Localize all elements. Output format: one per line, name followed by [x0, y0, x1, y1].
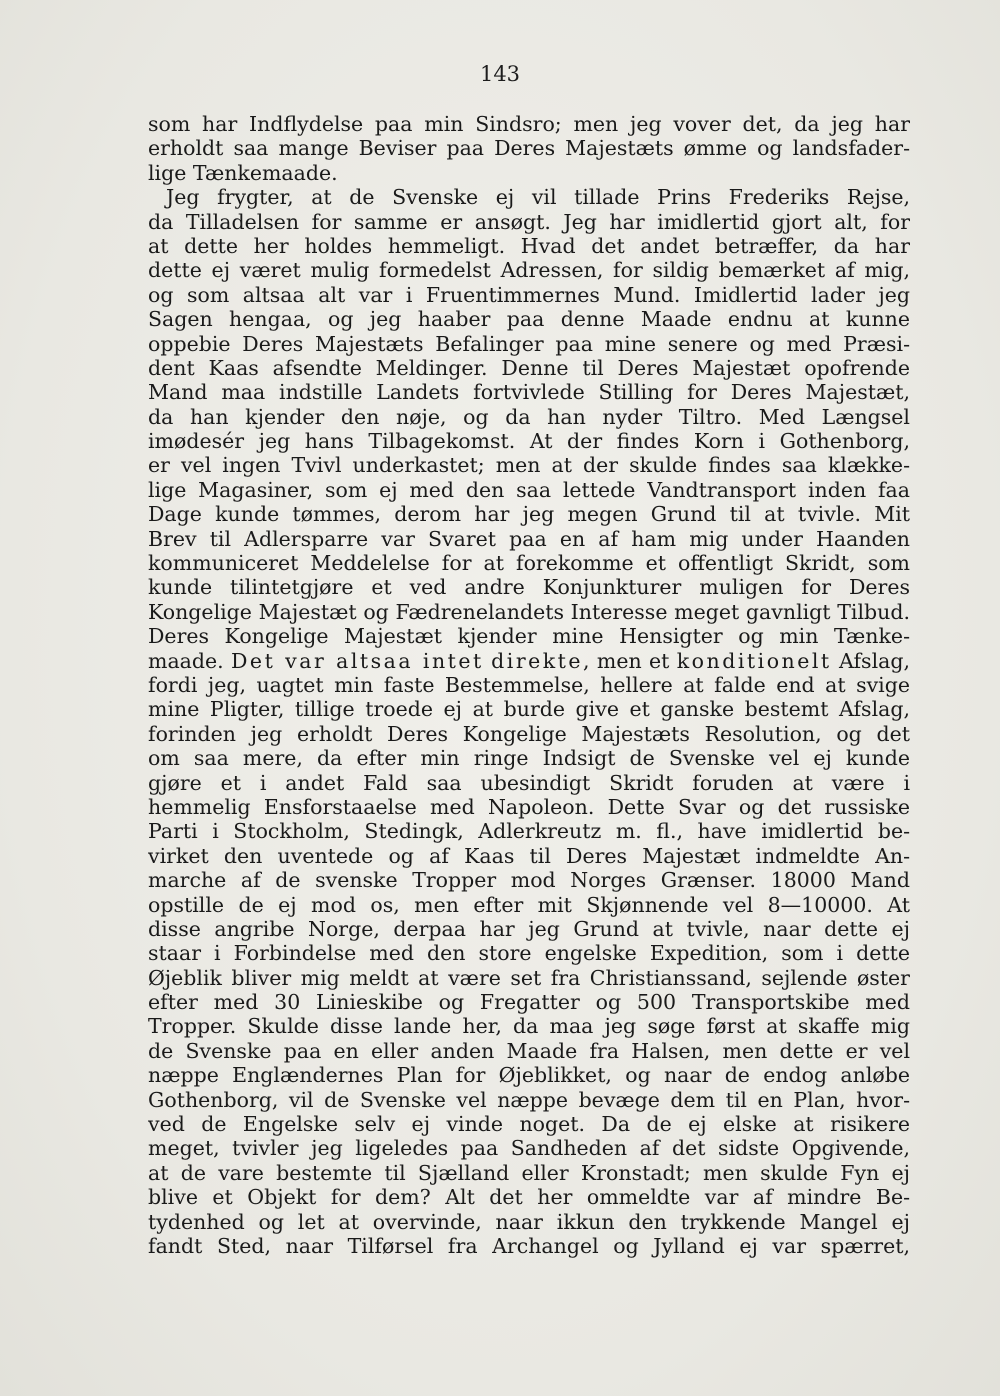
text-line: Tropper. Skulde disse lande her, da maa jeg søge først at skaffe mig — [148, 1014, 910, 1039]
text-line: kommuniceret Meddelelse for at forekomme et offentligt Skridt, som — [148, 551, 910, 576]
text-line: da Tilladelsen for samme er ansøgt. Jeg har imidlertid gjort alt, for — [148, 209, 910, 234]
spaced-emphasis: direkte — [491, 648, 584, 673]
text-line: disse angribe Norge, derpaa har jeg Grund at tvivle, naar dette ej — [148, 916, 910, 941]
text-line: kunde tilintetgjøre et ved andre Konjunkturer muligen for Deres — [148, 575, 910, 600]
text-line: meget, tvivler jeg ligeledes paa Sandheden af det sidste Opgivende, — [148, 1136, 910, 1161]
text-line: imødesér jeg hans Tilbagekomst. At der findes Korn i Gothenborg, — [148, 429, 910, 454]
text-line: næppe Englændernes Plan for Øjeblikket, og naar de endog anløbe — [148, 1063, 910, 1088]
body-text — [148, 112, 910, 1258]
text-line: Jeg frygter, at de Svenske ej vil tillade Prins Frederiks Rejse, — [166, 185, 910, 210]
text-line: da han kjender den nøje, og da han nyder Tiltro. Med Længsel — [148, 404, 910, 429]
spaced-emphasis: Det var altsaa intet — [231, 648, 484, 673]
text-line: lige Magasiner, som ej med den saa lettede Vandtransport inden faa — [148, 477, 910, 502]
text-line: mine Pligter, tillige troede ej at burde give et ganske bestemt Afslag, — [148, 697, 910, 722]
text-line: marche af de svenske Tropper mod Norges Grænser. 18000 Mand — [148, 868, 910, 893]
text-line: hemmelig Ensforstaaelse med Napoleon. Dette Svar og det russiske — [148, 794, 910, 819]
text-run: , men et — [583, 648, 677, 673]
text-line: Dage kunde tømmes, derom har jeg megen Grund til at tvivle. Mit — [148, 502, 910, 527]
text-line: virket den uventede og af Kaas til Deres Majestæt indmeldte An- — [148, 843, 910, 868]
text-line: Øjeblik bliver mig meldt at være set fra Christianssand, sejlende øster — [148, 965, 910, 990]
text-line: de Svenske paa en eller anden Maade fra Halsen, men dette er vel — [148, 1038, 910, 1063]
text-line: at dette her holdes hemmeligt. Hvad det andet betræffer, da har — [148, 233, 910, 258]
text-line: og som altsaa alt var i Fruentimmernes Mund. Imidlertid lader jeg — [148, 282, 910, 307]
text-run: maade. — [148, 648, 231, 673]
text-line: Mand maa indstille Landets fortvivlede Stilling for Deres Majestæt, — [148, 380, 910, 405]
text-line: som har Indflydelse paa min Sindsro; men jeg vover det, da jeg har — [148, 112, 910, 136]
text-line: Parti i Stockholm, Stedingk, Adlerkreutz m. fl., have imidlertid be- — [148, 819, 910, 844]
text-line: Brev til Adlersparre var Svaret paa en af ham mig under Haanden — [148, 526, 910, 551]
page-number: 143 — [479, 62, 521, 86]
text-line: tydenhed og let at overvinde, naar ikkun den trykkende Mangel ej — [148, 1209, 910, 1234]
text-line: staar i Forbindelse med den store engelske Expedition, som i dette — [148, 941, 910, 966]
text-line: efter med 30 Linieskibe og Fregatter og 500 Transportskibe med — [148, 990, 910, 1015]
text-line: dent Kaas afsendte Meldinger. Denne til Deres Majestæt opofrende — [148, 355, 910, 380]
text-line — [148, 649, 910, 673]
text-line: er vel ingen Tvivl underkastet; men at der skulde findes saa klække- — [148, 453, 910, 478]
text-line: at de vare bestemte til Sjælland eller Kronstadt; men skulde Fyn ej — [148, 1160, 910, 1185]
text-line: ved de Engelske selv ej vinde noget. Da de ej elske at risikere — [148, 1112, 910, 1137]
text-line: om saa mere, da efter min ringe Indsigt de Svenske vel ej kunde — [148, 746, 910, 771]
text-line: fandt Sted, naar Tilførsel fra Archangel og Jylland ej var spærret, — [148, 1233, 910, 1258]
text-line: Gothenborg, vil de Svenske vel næppe bevæge dem til en Plan, hvor- — [148, 1087, 910, 1112]
text-line: opstille de ej mod os, men efter mit Skjønnende vel 8—10000. At — [148, 892, 910, 917]
text-line: forinden jeg erholdt Deres Kongelige Majestæts Resolution, og det — [148, 721, 910, 746]
text-line: gjøre et i andet Fald saa ubesindigt Skridt foruden at være i — [148, 770, 910, 795]
text-line: erholdt saa mange Beviser paa Deres Majestæts ømme og landsfader- — [148, 136, 910, 161]
text-line: blive et Objekt for dem? Alt det her ommeldte var af mindre Be- — [148, 1185, 910, 1210]
spaced-emphasis: konditionelt — [676, 648, 832, 673]
text-line: Sagen hengaa, og jeg haaber paa denne Maade endnu at kunne — [148, 307, 910, 332]
text-line: Kongelige Majestæt og Fædrenelandets Interesse meget gavnligt Tilbud. — [148, 599, 910, 624]
text-line: Deres Kongelige Majestæt kjender mine Hensigter og min Tænke- — [148, 624, 910, 649]
text-line: fordi jeg, uagtet min faste Bestemmelse, hellere at falde end at svige — [148, 672, 910, 697]
text-line: oppebie Deres Majestæts Befalinger paa mine senere og med Præsi- — [148, 331, 910, 356]
text-line: dette ej været mulig formedelst Adressen, for sildig bemærket af mig, — [148, 258, 910, 283]
text-line: lige Tænkemaade. — [148, 160, 338, 185]
text-run: Afslag, — [831, 648, 910, 673]
